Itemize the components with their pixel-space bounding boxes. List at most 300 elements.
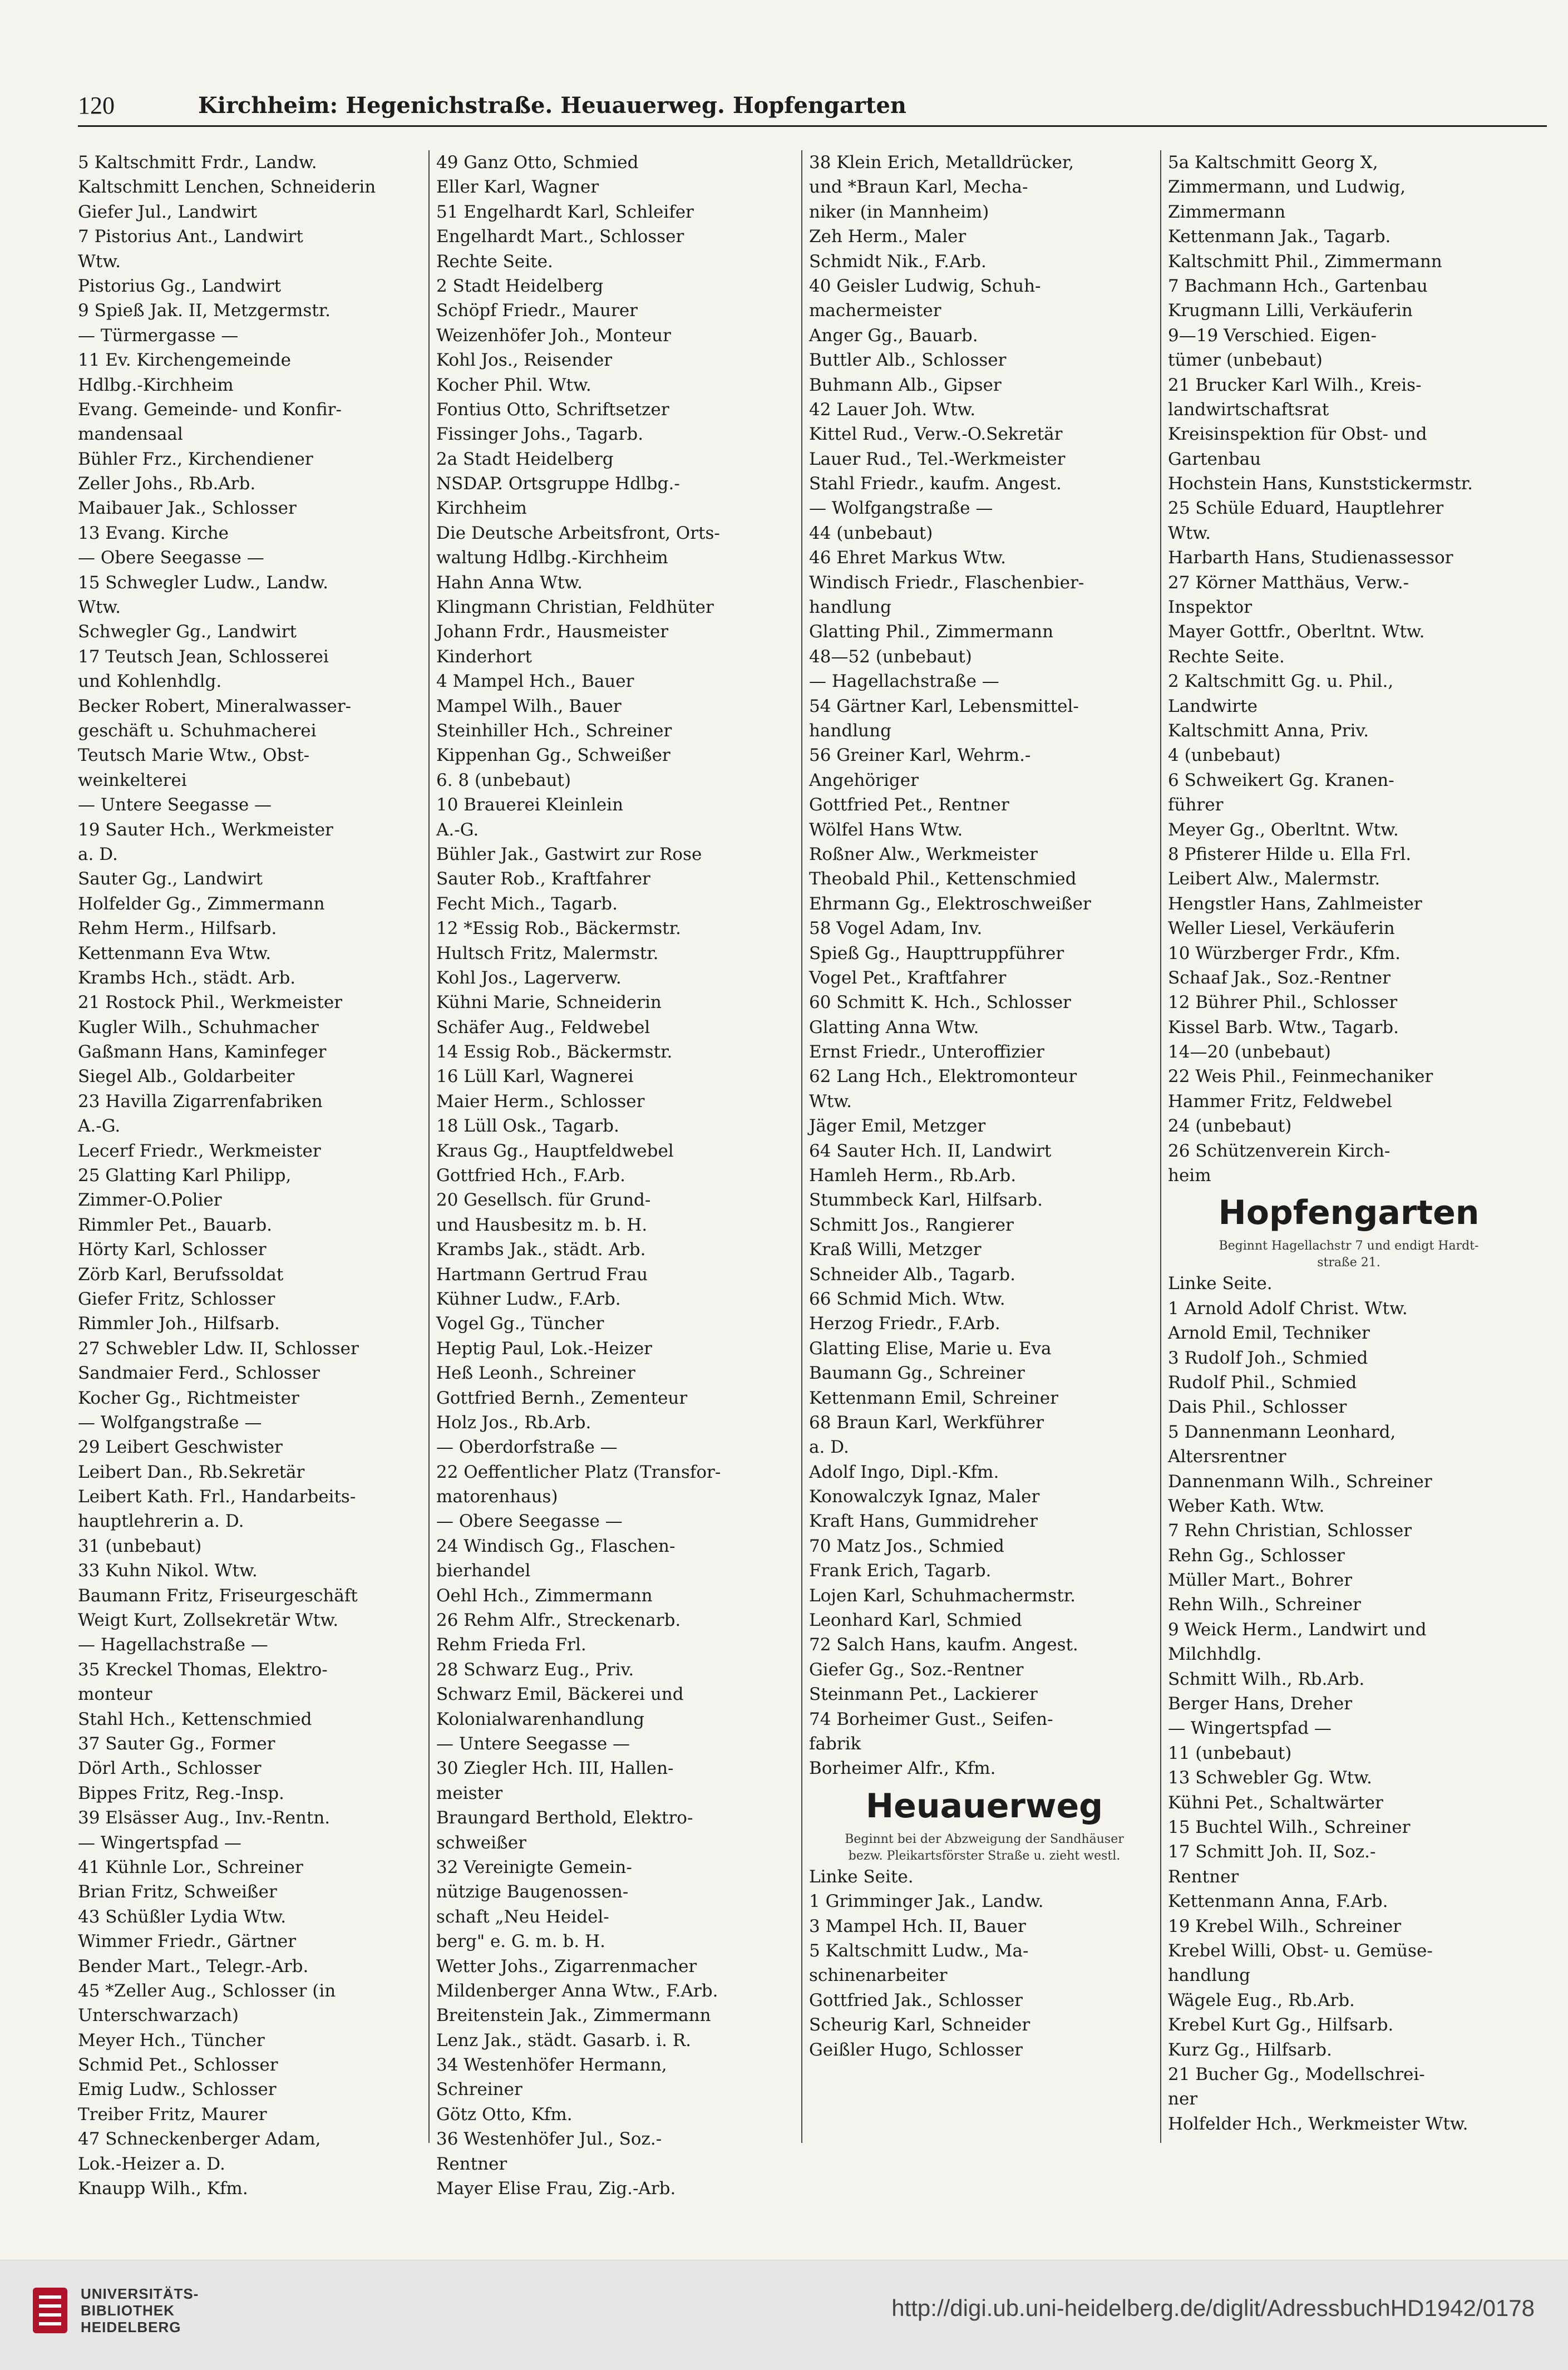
- directory-line: Landwirte: [1168, 696, 1258, 716]
- directory-line: 6. 8 (unbebaut): [436, 770, 571, 790]
- directory-line: 18 Lüll Osk., Tagarb.: [436, 1116, 619, 1137]
- directory-line: 60 Schmitt K. Hch., Schlosser: [809, 992, 1071, 1013]
- directory-line: Giefer Gg., Soz.-Rentner: [809, 1659, 1024, 1680]
- directory-line: Rehm Herm., Hilfsarb.: [78, 918, 277, 939]
- directory-line: Kettenmann Emil, Schreiner: [809, 1388, 1058, 1408]
- directory-line: Gottfried Pet., Rentner: [809, 795, 1009, 815]
- directory-line: 58 Vogel Adam, Inv.: [809, 918, 983, 939]
- directory-line: 25 Glatting Karl Philipp,: [78, 1166, 292, 1186]
- directory-line: 36 Westenhöfer Jul., Soz.-: [436, 2129, 662, 2150]
- directory-line: Schmitt Wilh., Rb.Arb.: [1168, 1669, 1365, 1689]
- street-section-note: Beginnt bei der Abzweigung der Sandhäuser bezw. Pleikartsförster Straße u. zieht westl.: [845, 1832, 1124, 1863]
- directory-line: 32 Vereinigte Gemein-: [436, 1857, 632, 1877]
- directory-line: bierhandel: [436, 1561, 531, 1581]
- directory-line: Sauter Rob., Kraftfahrer: [436, 869, 650, 889]
- directory-line: Giefer Jul., Landwirt: [78, 201, 257, 222]
- library-name: [81, 2285, 199, 2335]
- page-header: [78, 81, 1547, 127]
- directory-line: waltung Hdlbg.-Kirchheim: [436, 548, 668, 568]
- directory-line: — Oberdorfstraße —: [436, 1437, 618, 1458]
- directory-line: Linke Seite.: [809, 1866, 914, 1887]
- directory-line: Giefer Fritz, Schlosser: [78, 1289, 275, 1309]
- directory-line: Pistorius Gg., Landwirt: [78, 276, 282, 296]
- directory-line: — Untere Seegasse —: [436, 1734, 630, 1754]
- directory-line: Glatting Elise, Marie u. Eva: [809, 1338, 1052, 1359]
- directory-line: Inspektor: [1168, 597, 1253, 618]
- directory-line: 45 *Zeller Aug., Schlosser (in: [78, 1980, 336, 2001]
- directory-line: Jäger Emil, Metzger: [809, 1116, 986, 1137]
- directory-line: 39 Elsässer Aug., Inv.-Rentn.: [78, 1808, 331, 1828]
- directory-line: Becker Robert, Mineralwasser-: [78, 696, 352, 716]
- directory-line: Gaßmann Hans, Kaminfeger: [78, 1042, 327, 1063]
- directory-line: A.-G.: [78, 1116, 121, 1137]
- directory-line: Lok.-Heizer a. D.: [78, 2153, 225, 2174]
- directory-line: Roßner Alw., Werkmeister: [809, 844, 1038, 864]
- directory-line: 51 Engelhardt Karl, Schleifer: [436, 201, 694, 222]
- directory-line: heim: [1168, 1166, 1211, 1186]
- directory-line: 74 Borheimer Gust., Seifen-: [809, 1709, 1053, 1729]
- directory-line: 12 *Essig Rob., Bäckermstr.: [436, 918, 681, 939]
- directory-line: a. D.: [809, 1437, 849, 1458]
- directory-line: 47 Schneckenberger Adam,: [78, 2129, 321, 2150]
- directory-line: Anger Gg., Bauarb.: [809, 325, 978, 346]
- directory-line: landwirtschaftsrat: [1168, 399, 1329, 420]
- directory-line: 2a Stadt Heidelberg: [436, 449, 614, 469]
- directory-line: — Untere Seegasse —: [78, 795, 272, 815]
- directory-line: — Wolfgangstraße —: [809, 498, 993, 519]
- directory-line: niker (in Mannheim): [809, 201, 989, 222]
- directory-line: — Hagellachstraße —: [809, 671, 999, 692]
- directory-line: — Türmergasse —: [78, 325, 239, 346]
- directory-line: Brian Fritz, Schweißer: [78, 1882, 277, 1902]
- directory-line: Rudolf Phil., Schmied: [1168, 1372, 1357, 1393]
- directory-line: Arnold Emil, Techniker: [1168, 1323, 1370, 1344]
- directory-line: Zimmermann, und Ludwig,: [1168, 177, 1406, 198]
- directory-line: Oehl Hch., Zimmermann: [436, 1585, 653, 1606]
- directory-line: 24 (unbebaut): [1168, 1116, 1292, 1137]
- directory-line: Eller Karl, Wagner: [436, 177, 599, 198]
- directory-line: mandensaal: [78, 424, 183, 445]
- directory-line: 38 Klein Erich, Metalldrücker,: [809, 153, 1074, 173]
- source-url-link[interactable]: http://digi.ub.uni-heidelberg.de/diglit/AdressbuchHD1942/0178: [891, 2295, 1535, 2321]
- directory-line: schinenarbeiter: [809, 1965, 948, 1986]
- street-section-title: Hopfengarten: [1218, 1193, 1480, 1233]
- directory-line: Dörl Arth., Schlosser: [78, 1758, 262, 1779]
- directory-line: Rimmler Pet., Bauarb.: [78, 1214, 273, 1235]
- directory-line: — Hagellachstraße —: [78, 1635, 268, 1655]
- directory-line: Mayer Elise Frau, Zig.-Arb.: [436, 2179, 676, 2199]
- directory-line: Kohl Jos., Lagerverw.: [436, 967, 622, 988]
- directory-line: Spieß Gg., Haupttruppführer: [809, 943, 1064, 963]
- directory-line: Stahl Friedr., kaufm. Angest.: [809, 474, 1062, 494]
- directory-line: 19 Krebel Wilh., Schreiner: [1168, 1916, 1402, 1936]
- directory-line: hauptlehrerin a. D.: [78, 1511, 244, 1532]
- directory-line: Hamleh Herm., Rb.Arb.: [809, 1166, 1017, 1186]
- directory-line: Klingmann Christian, Feldhüter: [436, 597, 714, 618]
- directory-line: 72 Salch Hans, kaufm. Angest.: [809, 1635, 1078, 1655]
- directory-line: 48—52 (unbebaut): [809, 646, 972, 667]
- directory-line: Kreisinspektion für Obst- und: [1168, 424, 1427, 445]
- library-logo: [31, 2285, 199, 2335]
- directory-line: 21 Bucher Gg., Modellschrei-: [1168, 2064, 1425, 2084]
- directory-line: Die Deutsche Arbeitsfront, Orts-: [436, 523, 720, 543]
- directory-line: 25 Schüle Eduard, Hauptlehrer: [1168, 498, 1444, 519]
- directory-line: Rechte Seite.: [1168, 646, 1285, 667]
- directory-line: 21 Rostock Phil., Werkmeister: [78, 992, 343, 1013]
- directory-line: 10 Brauerei Kleinlein: [436, 795, 624, 815]
- directory-line: 27 Körner Matthäus, Verw.-: [1168, 572, 1409, 593]
- directory-line: Leibert Dan., Rb.Sekretär: [78, 1462, 305, 1482]
- library-name-line: BIBLIOTHEK: [81, 2302, 175, 2319]
- directory-line: Weizenhöfer Joh., Monteur: [436, 325, 671, 346]
- directory-line: Krugmann Lilli, Verkäuferin: [1168, 301, 1413, 321]
- directory-line: Meyer Gg., Oberltnt. Wtw.: [1168, 819, 1399, 840]
- directory-line: Kraß Willi, Metzger: [809, 1240, 982, 1260]
- directory-line: 9 Weick Herm., Landwirt und: [1168, 1619, 1427, 1640]
- library-name-line: UNIVERSITÄTS-: [81, 2285, 199, 2302]
- directory-line: Emig Ludw., Schlosser: [78, 2079, 277, 2100]
- directory-line: 34 Westenhöfer Hermann,: [436, 2055, 667, 2076]
- directory-line: handlung: [809, 597, 891, 618]
- directory-line: Zimmermann: [1168, 201, 1286, 222]
- directory-line: 54 Gärtner Karl, Lebensmittel-: [809, 696, 1079, 716]
- directory-line: Steinhiller Hch., Schreiner: [436, 720, 672, 741]
- directory-line: 5 Dannenmann Leonhard,: [1168, 1422, 1396, 1442]
- directory-line: Lojen Karl, Schuhmachermstr.: [809, 1585, 1076, 1606]
- directory-line: 11 Ev. Kirchengemeinde: [78, 350, 292, 371]
- directory-line: Rentner: [436, 2153, 507, 2174]
- directory-line: Kaltschmitt Anna, Priv.: [1168, 720, 1369, 741]
- directory-line: Hahn Anna Wtw.: [436, 572, 583, 593]
- directory-line: Rimmler Joh., Hilfsarb.: [78, 1314, 280, 1334]
- directory-line: 46 Ehret Markus Wtw.: [809, 548, 1006, 568]
- directory-line: fabrik: [809, 1734, 861, 1754]
- directory-line: Schäfer Aug., Feldwebel: [436, 1017, 650, 1038]
- directory-line: Mayer Gottfr., Oberltnt. Wtw.: [1168, 622, 1425, 642]
- directory-line: Hultsch Fritz, Malermstr.: [436, 943, 659, 963]
- directory-line: 43 Schüßler Lydia Wtw.: [78, 1906, 287, 1927]
- directory-line: — Obere Seegasse —: [436, 1511, 623, 1532]
- street-section-note: Beginnt Hagellachstr 7 und endigt Hardt- straße 21.: [1219, 1239, 1479, 1270]
- directory-line: 41 Kühnle Lor., Schreiner: [78, 1857, 303, 1877]
- directory-line: Theobald Phil., Kettenschmied: [809, 869, 1077, 889]
- directory-line: Wimmer Friedr., Gärtner: [78, 1931, 297, 1952]
- directory-line: 4 (unbebaut): [1168, 745, 1281, 766]
- directory-line: Kocher Phil. Wtw.: [436, 375, 591, 395]
- directory-line: Kugler Wilh., Schuhmacher: [78, 1017, 319, 1038]
- directory-line: Zeh Herm., Maler: [809, 227, 967, 247]
- directory-line: Kocher Gg., Richtmeister: [78, 1388, 299, 1408]
- directory-line: 4 Mampel Hch., Bauer: [436, 671, 634, 692]
- directory-line: Rehn Wilh., Schreiner: [1168, 1595, 1361, 1615]
- directory-line: Heß Leonh., Schreiner: [436, 1363, 635, 1384]
- directory-line: Schmid Pet., Schlosser: [78, 2055, 278, 2076]
- directory-line: 14—20 (unbebaut): [1168, 1042, 1331, 1063]
- directory-line: Kettenmann Jak., Tagarb.: [1168, 227, 1391, 247]
- directory-line: Schneider Alb., Tagarb.: [809, 1264, 1015, 1285]
- directory-line: Kühni Pet., Schaltwärter: [1168, 1792, 1383, 1813]
- directory-line: Linke Seite.: [1168, 1273, 1273, 1294]
- directory-line: Kissel Barb. Wtw., Tagarb.: [1168, 1017, 1399, 1038]
- directory-line: Leibert Kath. Frl., Handarbeits-: [78, 1487, 356, 1507]
- directory-line: 62 Lang Hch., Elektromonteur: [809, 1066, 1077, 1087]
- directory-line: Ehrmann Gg., Elektroschweißer: [809, 893, 1091, 914]
- directory-line: meister: [436, 1783, 503, 1803]
- directory-line: 49 Ganz Otto, Schmied: [436, 153, 639, 173]
- directory-line: Altersrentner: [1168, 1447, 1286, 1467]
- directory-line: Holfelder Hch., Werkmeister Wtw.: [1168, 2113, 1468, 2134]
- directory-line: Berger Hans, Dreher: [1168, 1694, 1353, 1714]
- directory-line: 10 Würzberger Frdr., Kfm.: [1168, 943, 1401, 963]
- directory-line: Kirchheim: [436, 498, 527, 519]
- directory-line: Schmidt Nik., F.Arb.: [809, 251, 987, 272]
- directory-line: 31 (unbebaut): [78, 1536, 202, 1556]
- directory-line: 15 Schwegler Ludw., Landw.: [78, 572, 328, 593]
- directory-line: und Kohlenhdlg.: [78, 671, 222, 692]
- directory-line: 13 Evang. Kirche: [78, 523, 229, 543]
- directory-line: Krebel Willi, Obst- u. Gemüse-: [1168, 1940, 1433, 1961]
- directory-line: geschäft u. Schuhmacherei: [78, 720, 317, 741]
- directory-line: Hengstler Hans, Zahlmeister: [1168, 893, 1422, 914]
- directory-line: Wtw.: [809, 1091, 852, 1112]
- directory-line: Engelhardt Mart., Schlosser: [436, 227, 684, 247]
- library-crest-icon: [31, 2285, 70, 2335]
- directory-line: Leonhard Karl, Schmied: [809, 1610, 1022, 1631]
- directory-line: Kettenmann Eva Wtw.: [78, 943, 272, 963]
- directory-line: Meyer Hch., Tüncher: [78, 2030, 265, 2051]
- directory-line: Baumann Fritz, Friseurgeschäft: [78, 1585, 358, 1606]
- directory-line: Stummbeck Karl, Hilfsarb.: [809, 1190, 1043, 1211]
- directory-line: 19 Sauter Hch., Werkmeister: [78, 819, 333, 840]
- directory-line: 3 Rudolf Joh., Schmied: [1168, 1348, 1368, 1368]
- directory-line: führer: [1168, 795, 1224, 815]
- directory-line: 44 (unbebaut): [809, 523, 933, 543]
- directory-line: Schaaf Jak., Soz.-Rentner: [1168, 967, 1391, 988]
- directory-line: Evang. Gemeinde- und Konfir-: [78, 399, 342, 420]
- directory-line: 8 Pfisterer Hilde u. Ella Frl.: [1168, 844, 1412, 864]
- directory-line: Rehn Gg., Schlosser: [1168, 1545, 1345, 1566]
- directory-line: Kaltschmitt Phil., Zimmermann: [1168, 251, 1442, 272]
- footer-bar: [0, 2260, 1568, 2370]
- directory-line: 5a Kaltschmitt Georg X,: [1168, 153, 1378, 173]
- directory-line: 42 Lauer Joh. Wtw.: [809, 399, 976, 420]
- directory-line: Frank Erich, Tagarb.: [809, 1561, 992, 1581]
- directory-line: 35 Kreckel Thomas, Elektro-: [78, 1659, 328, 1680]
- directory-line: Borheimer Alfr., Kfm.: [809, 1758, 996, 1779]
- directory-line: schweißer: [436, 1832, 526, 1853]
- directory-line: 27 Schwebler Ldw. II, Schlosser: [78, 1338, 359, 1359]
- running-title: Kirchheim: Hegenichstraße. Heuauerweg. Hopfengarten: [198, 92, 906, 119]
- directory-line: Kraft Hans, Gummidreher: [809, 1511, 1038, 1532]
- directory-line: 14 Essig Rob., Bäckermstr.: [436, 1042, 673, 1063]
- directory-line: Hartmann Gertrud Frau: [436, 1264, 648, 1285]
- directory-line: 9 Spieß Jak. II, Metzgermstr.: [78, 301, 331, 321]
- directory-line: 37 Sauter Gg., Former: [78, 1734, 275, 1754]
- directory-line: Wtw.: [78, 597, 121, 618]
- directory-line: Kittel Rud., Verw.-O.Sekretär: [809, 424, 1063, 445]
- directory-line: 16 Lüll Karl, Wagnerei: [436, 1066, 634, 1087]
- directory-line: Adolf Ingo, Dipl.-Kfm.: [809, 1462, 999, 1482]
- directory-line: Johann Frdr., Hausmeister: [436, 622, 669, 642]
- directory-line: Wetter Johs., Zigarrenmacher: [436, 1956, 697, 1976]
- directory-line: 33 Kuhn Nikol. Wtw.: [78, 1561, 258, 1581]
- directory-line: Schmitt Jos., Rangierer: [809, 1214, 1014, 1235]
- directory-line: A.-G.: [436, 819, 479, 840]
- directory-line: 15 Buchtel Wilh., Schreiner: [1168, 1817, 1411, 1837]
- directory-line: 68 Braun Karl, Werkführer: [809, 1412, 1044, 1433]
- directory-line: 66 Schmid Mich. Wtw.: [809, 1289, 1005, 1309]
- directory-line: Kühni Marie, Schneiderin: [436, 992, 662, 1013]
- directory-line: Weigt Kurt, Zollsekretär Wtw.: [78, 1610, 339, 1631]
- directory-line: Leibert Alw., Malermstr.: [1168, 869, 1380, 889]
- column-4: [1160, 150, 1530, 2143]
- directory-line: ner: [1168, 2089, 1198, 2110]
- directory-line: Steinmann Pet., Lackierer: [809, 1684, 1038, 1705]
- directory-line: Hdlbg.-Kirchheim: [78, 375, 234, 395]
- directory-line: 24 Windisch Gg., Flaschen-: [436, 1536, 675, 1556]
- directory-line: und Hausbesitz m. b. H.: [436, 1214, 648, 1235]
- directory-line: Bühler Frz., Kirchendiener: [78, 449, 313, 469]
- directory-line: a. D.: [78, 844, 118, 864]
- directory-line: 26 Schützenverein Kirch-: [1168, 1140, 1391, 1161]
- directory-line: Weller Liesel, Verkäuferin: [1168, 918, 1395, 939]
- directory-line: Bender Mart., Telegr.-Arb.: [78, 1956, 309, 1976]
- directory-line: machermeister: [809, 301, 941, 321]
- directory-line: 12 Bührer Phil., Schlosser: [1168, 992, 1398, 1013]
- directory-line: Zeller Johs., Rb.Arb.: [78, 474, 256, 494]
- directory-line: NSDAP. Ortsgruppe Hdlbg.-: [436, 474, 680, 494]
- directory-line: Mampel Wilh., Bauer: [436, 696, 622, 716]
- directory-line: Geißler Hugo, Schlosser: [809, 2039, 1023, 2060]
- directory-line: und *Braun Karl, Mecha-: [809, 177, 1028, 198]
- directory-line: Gottfried Jak., Schlosser: [809, 1990, 1023, 2010]
- directory-line: Fontius Otto, Schriftsetzer: [436, 399, 669, 420]
- directory-line: 64 Sauter Hch. II, Landwirt: [809, 1140, 1052, 1161]
- directory-line: Ernst Friedr., Unteroffizier: [809, 1042, 1044, 1063]
- directory-line: 22 Weis Phil., Feinmechaniker: [1168, 1066, 1433, 1087]
- directory-line: — Wingertspfad —: [78, 1832, 241, 1853]
- directory-line: 17 Schmitt Joh. II, Soz.-: [1168, 1842, 1376, 1862]
- directory-line: schaft „Neu Heidel-: [436, 1906, 609, 1927]
- directory-line: Mildenberger Anna Wtw., F.Arb.: [436, 1980, 718, 2001]
- directory-line: 26 Rehm Alfr., Streckenarb.: [436, 1610, 681, 1631]
- directory-line: Fecht Mich., Tagarb.: [436, 893, 618, 914]
- directory-line: 7 Rehn Christian, Schlosser: [1168, 1521, 1412, 1541]
- directory-line: Konowalczyk Ignaz, Maler: [809, 1487, 1040, 1507]
- directory-line: Vogel Gg., Tüncher: [436, 1314, 604, 1334]
- directory-line: Kettenmann Anna, F.Arb.: [1168, 1891, 1388, 1912]
- directory-line: — Wingertspfad —: [1168, 1718, 1332, 1739]
- directory-line: Angehöriger: [809, 770, 919, 790]
- directory-line: 22 Oeffentlicher Platz (Transfor-: [436, 1462, 721, 1482]
- directory-line: Kurz Gg., Hilfsarb.: [1168, 2039, 1332, 2060]
- directory-line: Dannenmann Wilh., Schreiner: [1168, 1471, 1432, 1492]
- directory-line: 29 Leibert Geschwister: [78, 1437, 283, 1458]
- directory-line: Gartenbau: [1168, 449, 1261, 469]
- directory-line: 28 Schwarz Eug., Priv.: [436, 1659, 634, 1680]
- directory-line: Schöpf Friedr., Maurer: [436, 301, 638, 321]
- directory-line: handlung: [809, 720, 891, 741]
- directory-line: Lecerf Friedr., Werkmeister: [78, 1140, 321, 1161]
- directory-line: Zörb Karl, Berufssoldat: [78, 1264, 284, 1285]
- directory-line: 40 Geisler Ludwig, Schuh-: [809, 276, 1041, 296]
- directory-line: Rentner: [1168, 1866, 1239, 1887]
- directory-line: 2 Kaltschmitt Gg. u. Phil.,: [1168, 671, 1394, 692]
- directory-line: Teutsch Marie Wtw., Obst-: [78, 745, 310, 766]
- directory-line: Holz Jos., Rb.Arb.: [436, 1412, 591, 1433]
- directory-line: Herzog Friedr., F.Arb.: [809, 1314, 1000, 1334]
- directory-line: Wölfel Hans Wtw.: [809, 819, 963, 840]
- column-1: [78, 150, 423, 2199]
- column-2: [428, 150, 792, 2199]
- column-3: [801, 150, 1160, 2143]
- directory-line: Wtw.: [78, 251, 121, 272]
- directory-line: Kohl Jos., Reisender: [436, 350, 613, 371]
- directory-line: Gottfried Hch., F.Arb.: [436, 1166, 625, 1186]
- directory-line: Kaltschmitt Lenchen, Schneiderin: [78, 177, 376, 198]
- directory-line: Hörty Karl, Schlosser: [78, 1240, 267, 1260]
- directory-line: Kraus Gg., Hauptfeldwebel: [436, 1140, 674, 1161]
- directory-line: 56 Greiner Karl, Wehrm.-: [809, 745, 1031, 766]
- directory-line: Unterschwarzach): [78, 2005, 239, 2026]
- library-name-line: HEIDELBERG: [81, 2319, 181, 2335]
- directory-line: 5 Kaltschmitt Ludw., Ma-: [809, 1940, 1029, 1961]
- directory-line: Wtw.: [1168, 523, 1211, 543]
- directory-line: weinkelterei: [78, 770, 187, 790]
- directory-line: Fissinger Johs., Tagarb.: [436, 424, 644, 445]
- street-section-title: Heuauerweg: [865, 1786, 1103, 1826]
- directory-line: Krebel Kurt Gg., Hilfsarb.: [1168, 2015, 1394, 2035]
- directory-line: Hochstein Hans, Kunststickermstr.: [1168, 474, 1473, 494]
- directory-line: Schreiner: [436, 2079, 522, 2100]
- directory-line: monteur: [78, 1684, 152, 1705]
- directory-line: 9—19 Verschied. Eigen-: [1168, 325, 1377, 346]
- directory-line: Sauter Gg., Landwirt: [78, 869, 263, 889]
- directory-line: 3 Mampel Hch. II, Bauer: [809, 1916, 1026, 1936]
- directory-line: Schwegler Gg., Landwirt: [78, 622, 297, 642]
- directory-line: Zimmer-O.Polier: [78, 1190, 222, 1211]
- directory-line: Kinderhort: [436, 646, 532, 667]
- directory-line: 17 Teutsch Jean, Schlosserei: [78, 646, 329, 667]
- directory-line: 30 Ziegler Hch. III, Hallen-: [436, 1758, 674, 1779]
- directory-line: Rechte Seite.: [436, 251, 553, 272]
- directory-line: Bippes Fritz, Reg.-Insp.: [78, 1783, 284, 1803]
- directory-line: 20 Gesellsch. für Grund-: [436, 1190, 651, 1211]
- directory-line: 7 Pistorius Ant., Landwirt: [78, 227, 303, 247]
- directory-line: 70 Matz Jos., Schmied: [809, 1536, 1004, 1556]
- directory-line: Hammer Fritz, Feldwebel: [1168, 1091, 1392, 1112]
- directory-line: Buttler Alb., Schlosser: [809, 350, 1007, 371]
- directory-line: Baumann Gg., Schreiner: [809, 1363, 1025, 1384]
- directory-line: Dais Phil., Schlosser: [1168, 1397, 1347, 1418]
- directory-line: Stahl Hch., Kettenschmied: [78, 1709, 312, 1729]
- directory-line: Braungard Berthold, Elektro-: [436, 1808, 693, 1828]
- directory-line: Knaupp Wilh., Kfm.: [78, 2179, 248, 2199]
- directory-line: Wägele Eug., Rb.Arb.: [1168, 1990, 1355, 2010]
- directory-line: Schwarz Emil, Bäckerei und: [436, 1684, 684, 1705]
- directory-line: — Obere Seegasse —: [78, 548, 264, 568]
- directory-line: Windisch Friedr., Flaschenbier-: [809, 572, 1084, 593]
- directory-line: handlung: [1168, 1965, 1250, 1986]
- directory-line: Rehm Frieda Frl.: [436, 1635, 586, 1655]
- page-number: 120: [78, 92, 115, 119]
- directory-line: Maibauer Jak., Schlosser: [78, 498, 297, 519]
- directory-line: Scheurig Karl, Schneider: [809, 2015, 1030, 2035]
- directory-line: Holfelder Gg., Zimmermann: [78, 893, 325, 914]
- directory-line: Kippenhan Gg., Schweißer: [436, 745, 670, 766]
- directory-line: Treiber Fritz, Maurer: [78, 2104, 267, 2125]
- directory-line: Glatting Phil., Zimmermann: [809, 622, 1054, 642]
